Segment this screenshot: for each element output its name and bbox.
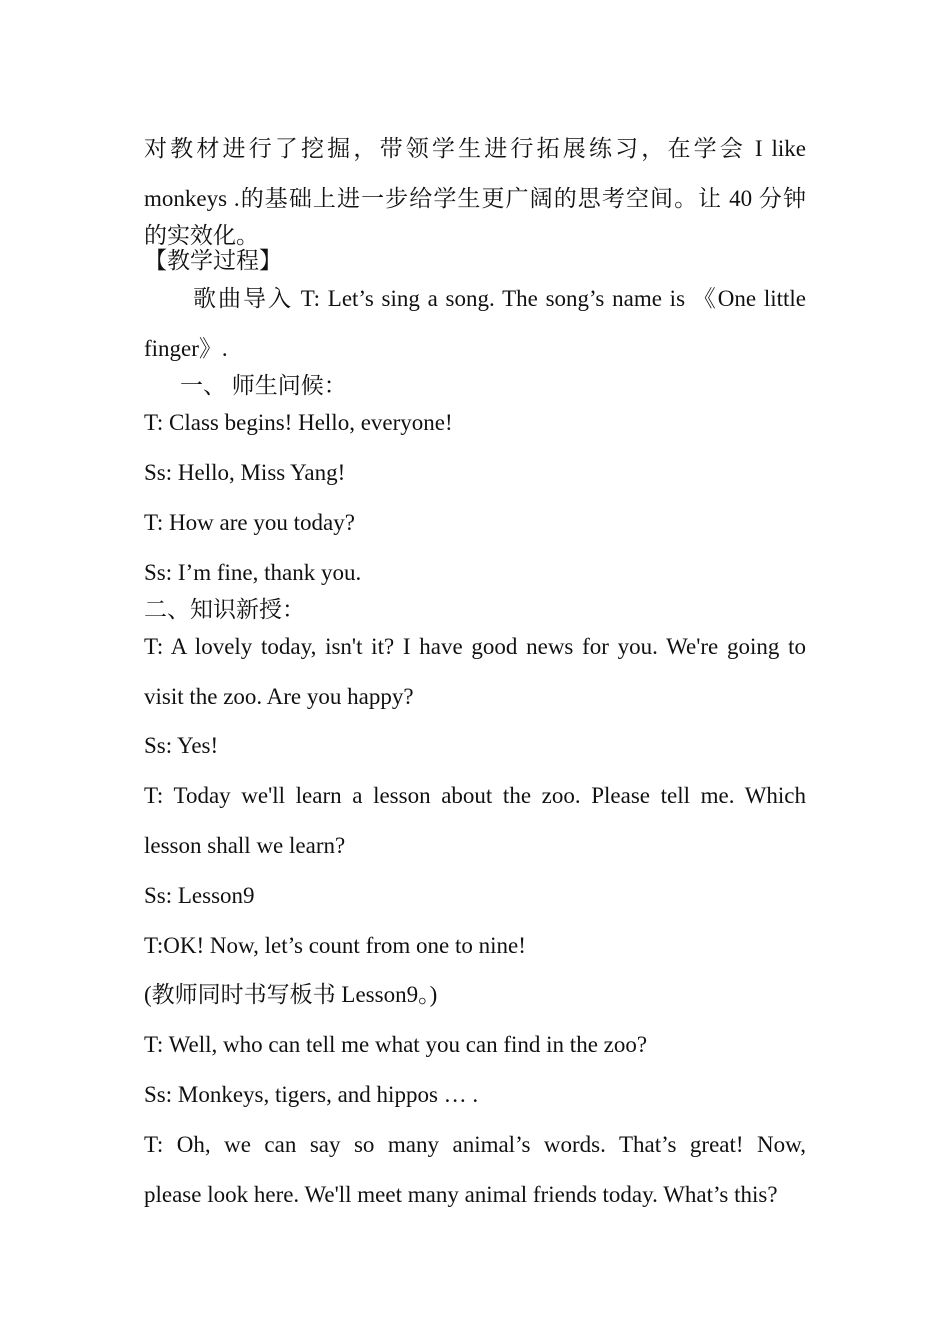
dialogue-line: T: How are you today? xyxy=(144,510,355,535)
dialogue-line: (教师同时书写板书 Lesson9。) xyxy=(144,982,438,1007)
dialogue-line: Ss: I’m fine, thank you. xyxy=(144,560,362,585)
paragraph-line: 对教材进行了挖掘，带领学生进行拓展练习，在学会 I like xyxy=(144,136,806,161)
dialogue-line: Ss: Lesson9 xyxy=(144,883,255,908)
paragraph-line: 的实效化。 xyxy=(144,223,259,248)
dialogue-line: T: Class begins! Hello, everyone! xyxy=(144,410,453,435)
paragraph-line: monkeys .的基础上进一步给学生更广阔的思考空间。让 40 分钟 xyxy=(144,186,806,211)
dialogue-line: Ss: Monkeys, tigers, and hippos … . xyxy=(144,1082,479,1107)
paragraph-line: finger》. xyxy=(144,336,228,361)
dialogue-line: please look here. We'll meet many animal friends today. What’s this? xyxy=(144,1182,778,1207)
dialogue-line: Ss: Hello, Miss Yang! xyxy=(144,460,346,485)
paragraph-line: 歌曲导入 T: Let’s sing a song. The song’s name is 《One little xyxy=(193,286,806,311)
dialogue-line: T: Oh, we can say so many animal’s words. That’s great! Now, xyxy=(144,1132,806,1157)
dialogue-line: T: Well, who can tell me what you can find in the zoo? xyxy=(144,1032,648,1057)
subsection-heading: 二、知识新授： xyxy=(144,597,305,622)
subsection-heading: 一、 师生问候： xyxy=(180,373,347,398)
section-heading: 【教学过程】 xyxy=(144,248,282,273)
dialogue-line: T: Today we'll learn a lesson about the zoo. Please tell me. Which xyxy=(144,783,806,808)
dialogue-line: lesson shall we learn? xyxy=(144,833,346,858)
dialogue-line: visit the zoo. Are you happy? xyxy=(144,684,414,709)
dialogue-line: T: A lovely today, isn't it? I have good news for you. We're going to xyxy=(144,634,806,659)
dialogue-line: T:OK! Now, let’s count from one to nine! xyxy=(144,933,526,958)
dialogue-line: Ss: Yes! xyxy=(144,733,219,758)
